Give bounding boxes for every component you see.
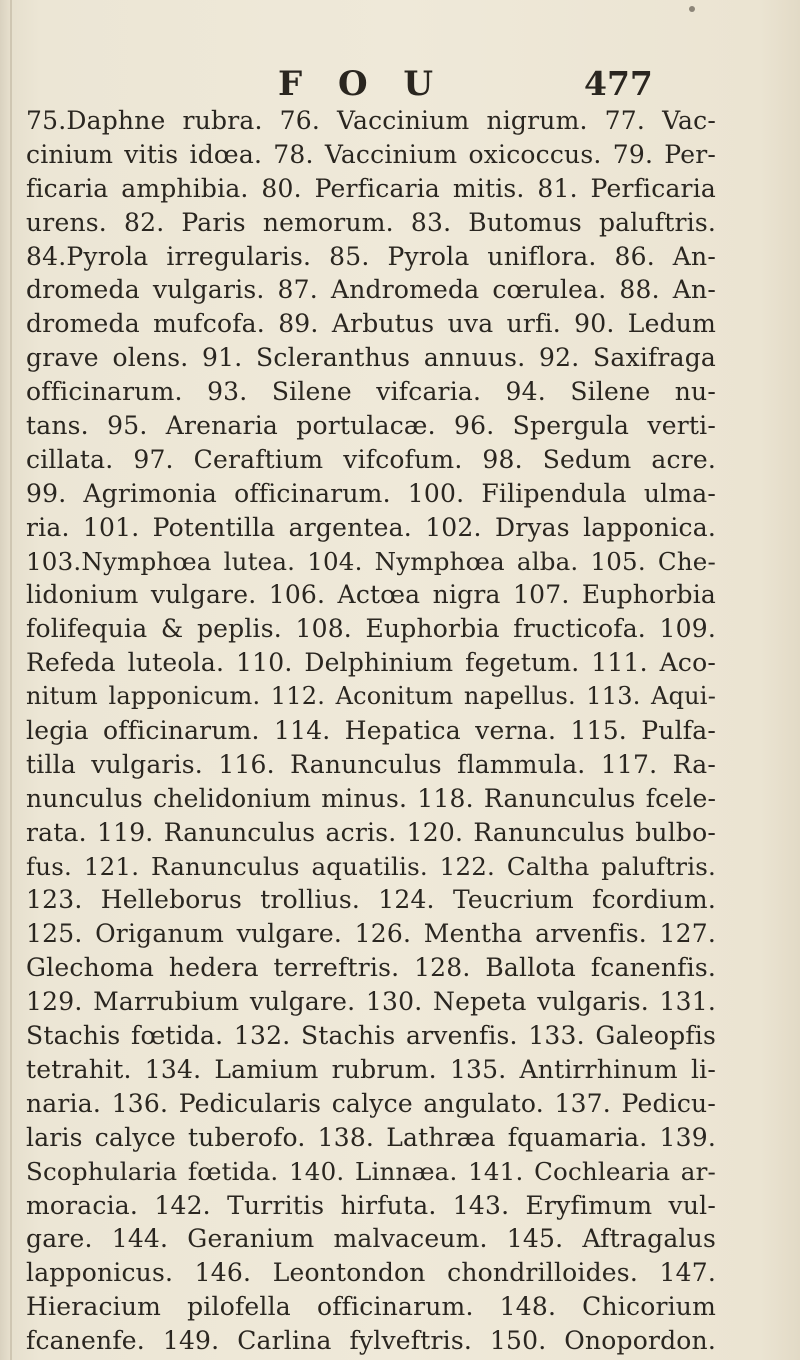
text-line: moracia. 142. Turritis hirfuta. 143. Eryfimum vul- [26,1190,716,1220]
text-line: grave olens. 91. Scleranthus annuus. 92. Saxifraga [26,343,716,373]
text-line: tans. 95. Arenaria portulacæ. 96. Spergula verti- [26,411,716,441]
text-line: gare. 144. Geranium malvaceum. 145. Aftragalus [26,1224,716,1254]
page-gutter-edge [10,0,12,1360]
text-line: ficaria amphibia. 80. Perficaria mitis. 81. Perficaria [26,173,716,203]
text-line: dromeda mufcofa. 89. Arbutus uva urfi. 90. Ledum [26,309,716,339]
text-line: nitum lapponicum. 112. Aconitum napellus. 113. Aqui- [26,682,716,711]
text-line: Glechoma hedera terreftris. 128. Ballota fcanenfis. [26,953,716,983]
text-line: 84.Pyrola irregularis. 85. Pyrola uniflora. 86. An- [26,241,716,271]
text-line: lidonium vulgare. 106. Actœa nigra 107. Euphorbia [26,580,716,610]
text-line: ria. 101. Potentilla argentea. 102. Dryas lapponica. [26,512,716,542]
text-line: laris calyce tuberofo. 138. Lathræa fquamaria. 139. [26,1122,716,1152]
text-line: Scophularia fœtida. 140. Linnæa. 141. Cochlearia ar- [26,1156,716,1186]
text-line: Refeda luteola. 110. Delphinium fegetum. 111. Aco- [26,648,716,678]
page-number: 477 [584,64,653,103]
text-line: 75.Daphne rubra. 76. Vaccinium nigrum. 77. Vac- [26,106,716,135]
text-line: 123. Helleborus trollius. 124. Teucrium fcordium. [26,885,716,915]
text-line: naria. 136. Pedicularis calyce angulato. 137. Pedicu- [26,1088,716,1118]
text-line: fus. 121. Ranunculus aquatilis. 122. Caltha paluftris. [26,851,716,881]
text-line: tetrahit. 134. Lamium rubrum. 135. Antirrhinum li- [26,1054,716,1084]
text-line: urens. 82. Paris nemorum. 83. Butomus paluftris. [26,207,716,237]
text-line: folifequia & peplis. 108. Euphorbia fructicofa. 109. [26,614,716,644]
text-line: 99. Agrimonia officinarum. 100. Filipendula ulma- [26,478,716,508]
text-line: dromeda vulgaris. 87. Andromeda cœrulea. 88. An- [26,275,716,305]
body-text [26,104,716,1358]
paper-fleck [689,6,695,12]
text-line: fcanenfe. 149. Carlina fylveftris. 150. Onopordon. [26,1326,716,1356]
text-line: Hieracium pilofella officinarum. 148. Chicorium [26,1292,716,1322]
text-line: cillata. 97. Ceraftium vifcofum. 98. Sedum acre. [26,444,716,474]
text-line: lapponicus. 146. Leontondon chondrilloides. 147. [26,1258,716,1288]
text-line: 129. Marrubium vulgare. 130. Nepeta vulgaris. 131. [26,987,716,1017]
text-line: cinium vitis idœa. 78. Vaccinium oxicoccus. 79. Per- [26,139,716,169]
text-line: Stachis fœtida. 132. Stachis arvenfis. 133. Galeopfis [26,1021,716,1051]
text-line: nunculus chelidonium minus. 118. Ranunculus fcele- [26,783,717,813]
page-header [0,62,800,106]
text-line: 103.Nymphœa lutea. 104. Nymphœa alba. 105. Che- [26,546,716,576]
text-line: rata. 119. Ranunculus acris. 120. Ranunculus bulbo- [26,817,716,847]
text-line: officinarum. 93. Silene vifcaria. 94. Silene nu- [26,377,716,407]
text-line: tilla vulgaris. 116. Ranunculus flammula. 117. Ra- [26,749,716,779]
text-line: legia officinarum. 114. Hepatica verna. 115. Pulfa- [26,716,716,746]
text-line: 125. Origanum vulgare. 126. Mentha arvenfis. 127. [26,919,716,949]
running-head: F O U [278,64,446,104]
